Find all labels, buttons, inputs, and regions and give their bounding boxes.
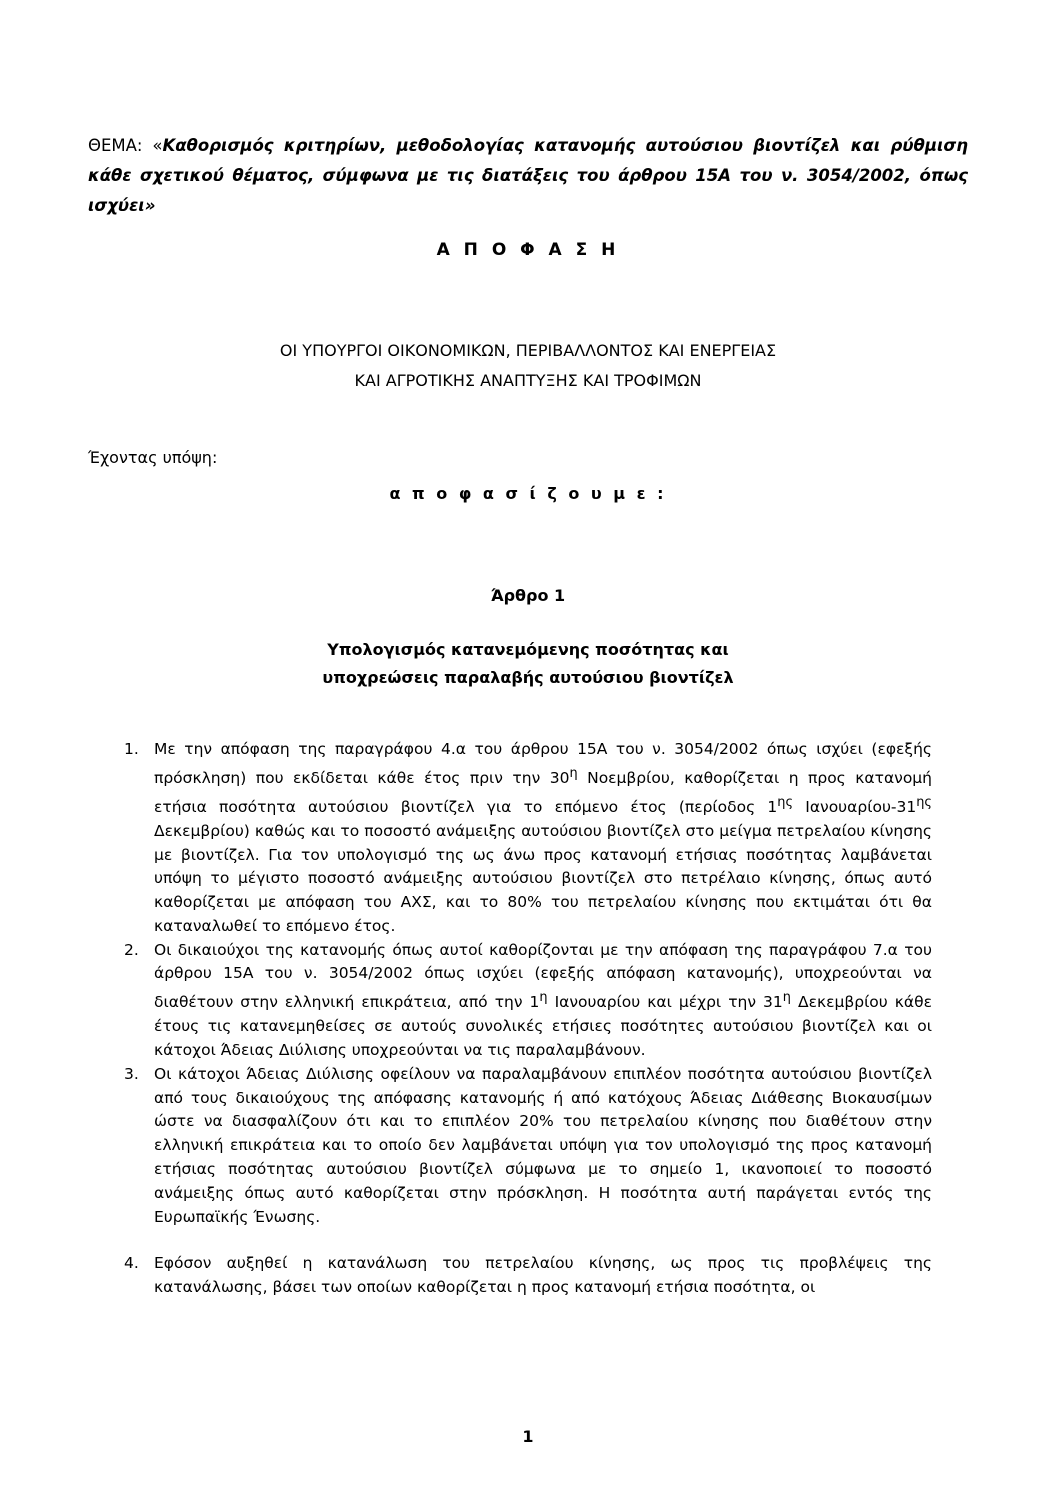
item-text: Ιανουαρίου-31 (793, 797, 917, 816)
item-number: 3. (124, 1064, 139, 1083)
subject-text: Καθορισμός κριτηρίων, μεθοδολογίας κατανομής αυτούσιου βιοντίζελ και ρύθμιση κάθε σχετικού θέματος, σύμφωνα με τις διατάξεις του άρθρου 15Α του ν. 3054/2002, όπως ισχύει (88, 136, 968, 215)
ministers-heading (88, 336, 968, 396)
item-text: Με την απόφαση της παραγράφου 4.α του άρθρου 15Α του ν. 3054/2002 όπως ισχύει (εφεξής πρόσκληση) που εκδίδεται κάθε έτος πριν την 30 (154, 740, 932, 787)
item-number: 4. (124, 1254, 139, 1273)
item-number: 1. (124, 740, 139, 758)
page-number: 1 (522, 1427, 534, 1446)
ministers-line-1: ΟΙ ΥΠΟΥΡΓΟΙ ΟΙΚΟΝΟΜΙΚΩΝ, ΠΕΡΙΒΑΛΛΟΝΤΟΣ ΚΑΙ ΕΝΕΡΓΕΙΑΣ (279, 341, 777, 360)
item-superscript: η (539, 990, 548, 1006)
list-item (124, 1252, 932, 1300)
item-text: Οι δικαιούχοι της κατανομής όπως αυτοί καθορίζονται με την απόφαση της παραγράφου 7.α του άρθρου 15Α του ν. 3054/2002 όπως ισχύει (εφεξής απόφαση κατανομής), υποχρεούνται να διαθέτουν στην ελληνική επικράτεια, από την 1 (154, 940, 932, 1012)
ministers-line-2: ΚΑΙ ΑΓΡΟΤΙΚΗΣ ΑΝΑΠΤΥΞΗΣ ΚΑΙ ΤΡΟΦΙΜΩΝ (354, 371, 702, 390)
subject-paragraph (88, 131, 968, 221)
item-superscript: η (569, 765, 578, 781)
item-number: 2. (124, 940, 139, 959)
article-title (88, 636, 968, 692)
article-items (124, 738, 932, 1300)
subject-close: » (144, 196, 156, 215)
list-item (124, 1063, 932, 1230)
item-text: Οι κάτοχοι Άδειας Διύλισης οφείλουν να παραλαμβάνουν επιπλέον ποσότητα αυτούσιου βιοντίζελ από τους δικαιούχους της απόφασης κατανομής ή από κατόχους Άδειας Διάθεσης Βιοκαυσίμων ώστε να διασφαλίζουν ότι και το επιπλέον 20% του πετρελαίου κίνησης που διαθέτουν στην ελληνική επικράτεια και το οποίο δεν λαμβάνεται υπόψη για τον υπολογισμό της προς κατανομή ετήσιας ποσότητας αυτούσιου βιοντίζελ σύμφωνα με το σημείο 1, ικανοποιεί το ποσοστό ανάμειξης όπως αυτό καθορίζεται στην πρόσκληση. Η ποσότητα αυτή παράγεται εντός της Ευρωπαϊκής Ένωσης. (154, 1064, 932, 1226)
article-heading: Άρθρο 1 (490, 586, 566, 605)
list-item (124, 738, 932, 939)
list-item (124, 939, 932, 1063)
item-text: Ιανουαρίου και μέχρι την 31 (547, 993, 783, 1012)
decide-heading: α π ο φ α σ ί ζ ο υ μ ε : (389, 484, 667, 503)
item-superscript: ης (777, 794, 794, 810)
item-text: Εφόσον αυξηθεί η κατανάλωση του πετρελαίου κίνησης, ως προς τις προβλέψεις της κατανάλωσης, βάσει των οποίων καθορίζεται η προς κατανομή ετήσια ποσότητα, οι (154, 1254, 932, 1297)
item-text: Νοεμβρίου, καθορίζεται η προς κατανομή ετήσια ποσότητα αυτούσιου βιοντίζελ για το επόμενο έτος (περίοδος 1 (154, 768, 932, 816)
item-superscript: η (782, 990, 791, 1006)
decision-title: Α Π Ο Φ Α Σ Η (436, 240, 620, 260)
item-superscript: ης (916, 794, 932, 810)
having-regard: Έχοντας υπόψη: (88, 448, 218, 467)
item-text: Δεκεμβρίου κάθε έτους τις κατανεμηθείσες σε αυτούς συνολικές ετήσιες ποσότητες αυτούσιου βιοντίζελ και οι κάτοχοι Άδειας Διύλισης υποχρεούνται να τις παραλαμβάνουν. (154, 993, 932, 1060)
subject-lead: ΘΕΜΑ: « (88, 136, 163, 155)
article-title-line-2: υποχρεώσεις παραλαβής αυτούσιου βιοντίζελ (322, 668, 734, 687)
article-title-line-1: Υπολογισμός κατανεμόμενης ποσότητας και (327, 640, 729, 659)
item-text: Δεκεμβρίου) καθώς και το ποσοστό ανάμειξης αυτούσιου βιοντίζελ στο μείγμα πετρελαίου κίνησης με βιοντίζελ. Για τον υπολογισμό της ως άνω προς κατανομή ετήσιας ποσότητας λαμβάνεται υπόψη το μέγιστο ποσοστό ανάμειξης αυτούσιου βιοντίζελ στο πετρέλαιο κίνησης, όπως αυτό καθορίζεται με απόφαση του ΑΧΣ, και το 80% του πετρελαίου κίνησης που εκτιμάται ότι θα καταναλωθεί το επόμενο έτος. (154, 821, 932, 935)
